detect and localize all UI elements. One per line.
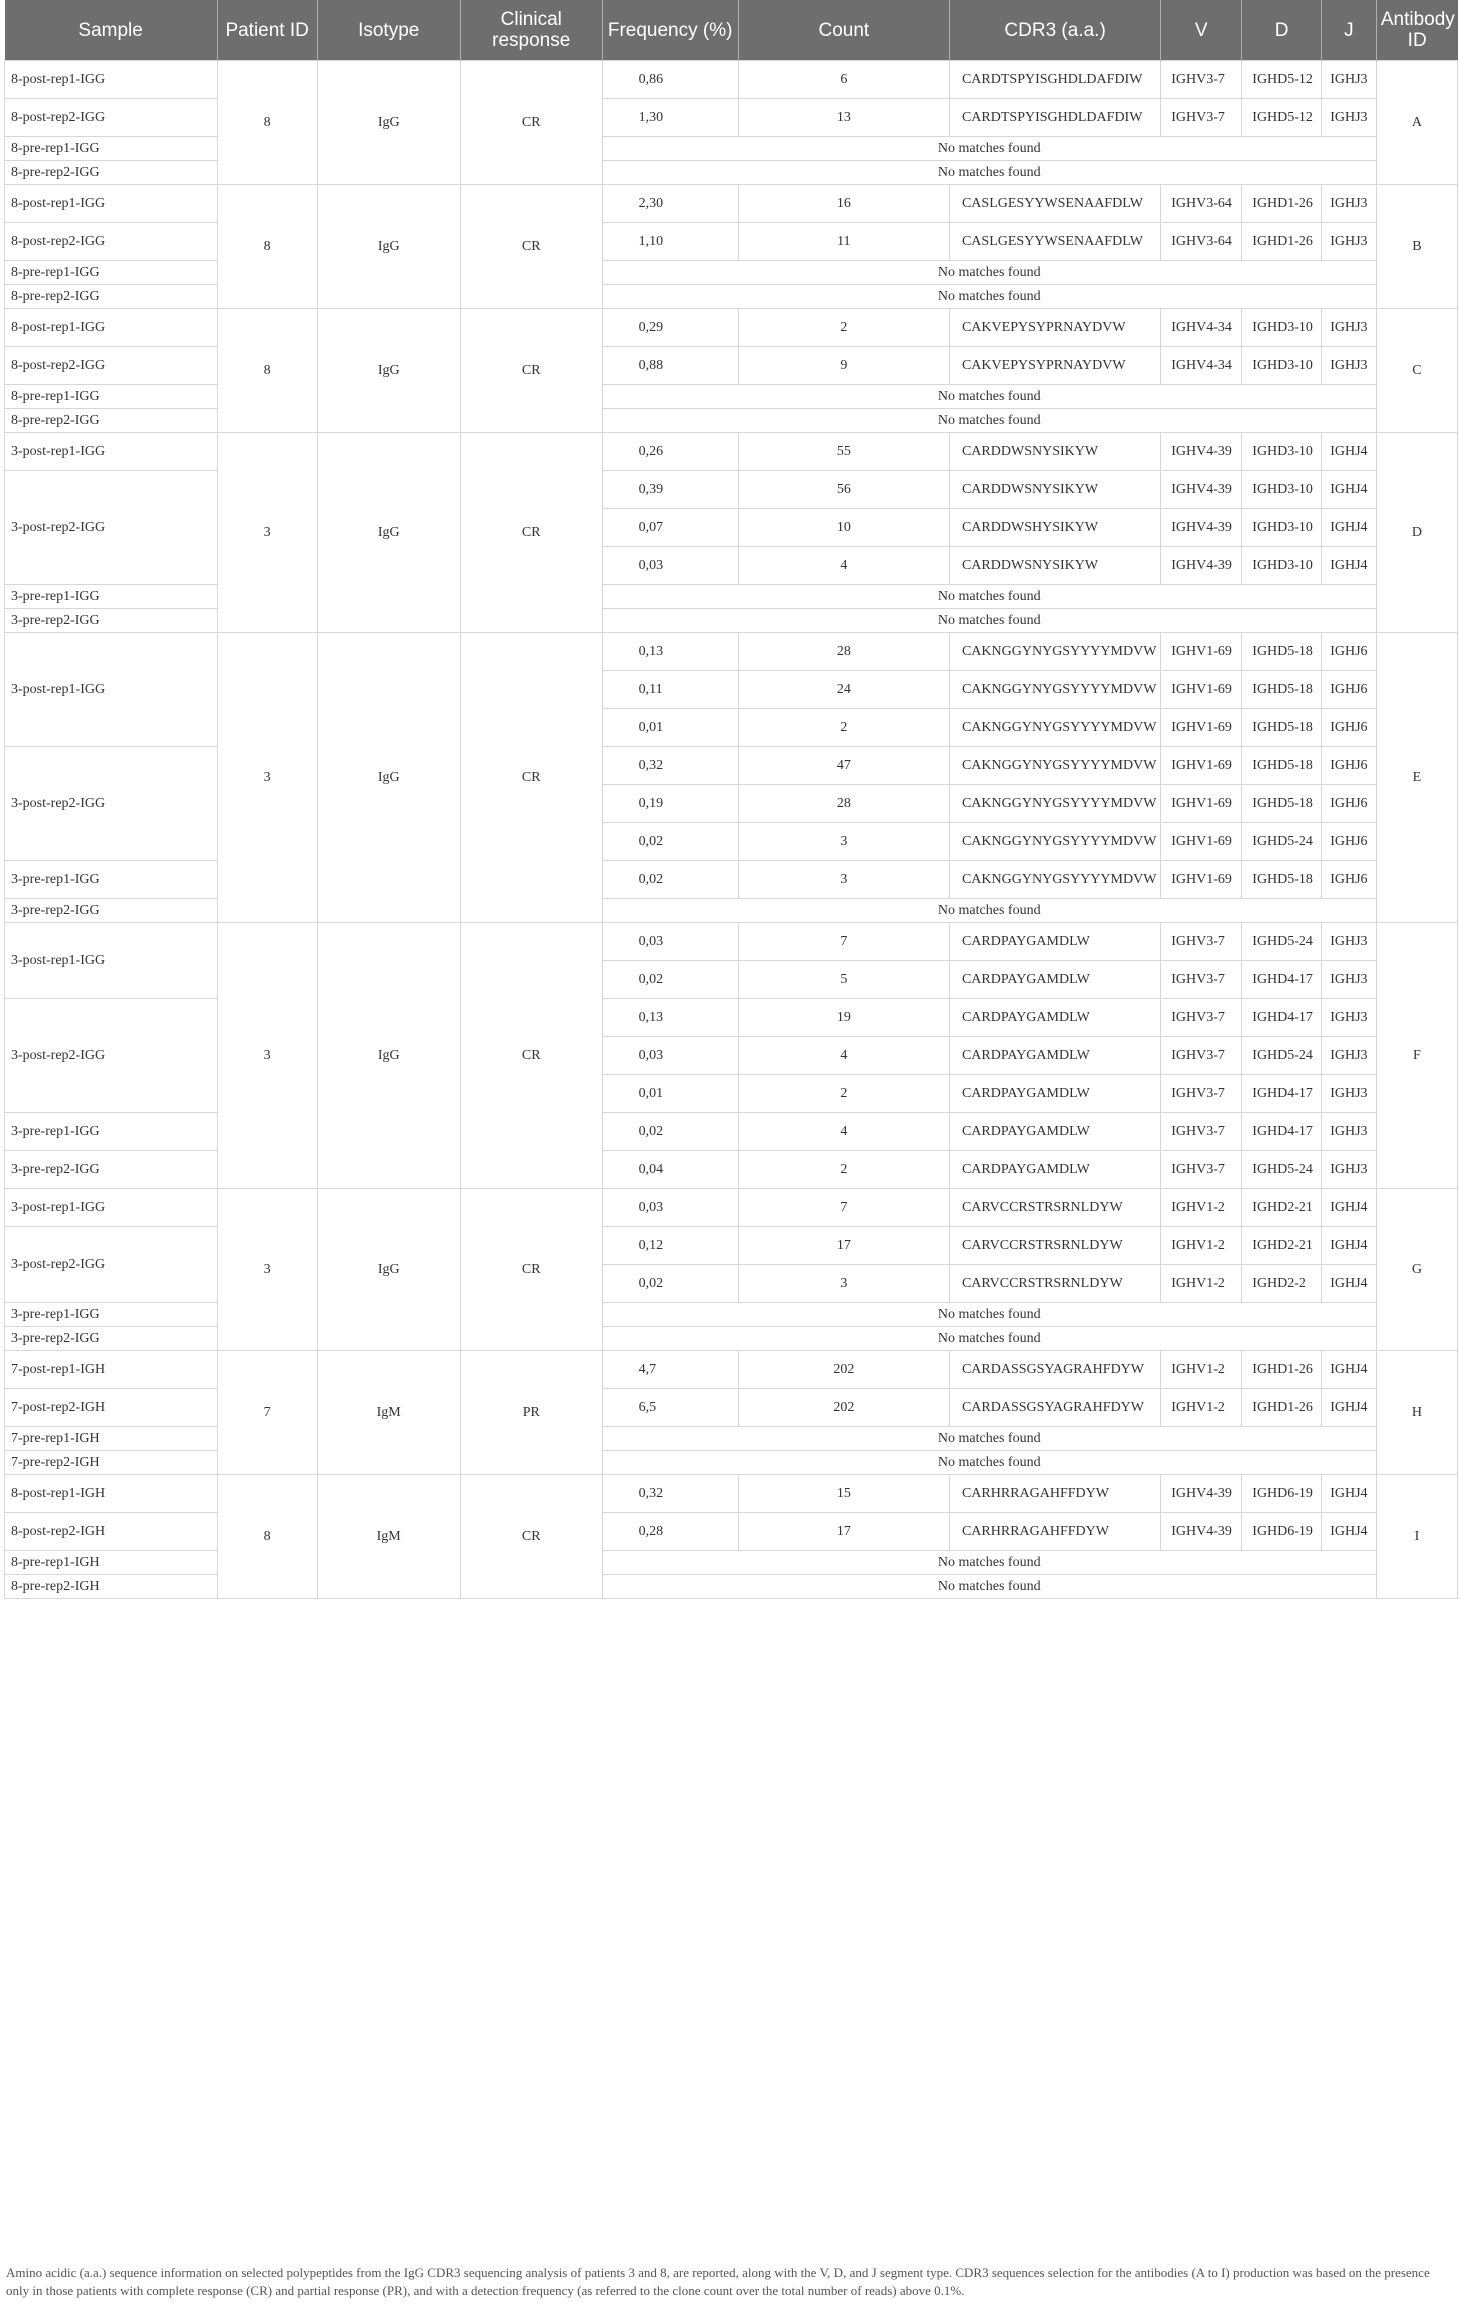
sample-cell: 7-post-rep1-IGH — [5, 1351, 218, 1389]
frequency-cell: 0,29 — [602, 309, 738, 347]
header-d: D — [1242, 0, 1322, 61]
isotype-cell: IgG — [317, 61, 460, 185]
sample-cell: 3-pre-rep1-IGG — [5, 1303, 218, 1327]
v-segment-cell: IGHV3-7 — [1161, 99, 1242, 137]
count-cell: 6 — [738, 61, 949, 99]
count-cell: 2 — [738, 1151, 949, 1189]
v-segment-cell: IGHV3-64 — [1161, 185, 1242, 223]
no-matches-cell: No matches found — [602, 285, 1376, 309]
v-segment-cell: IGHV1-2 — [1161, 1351, 1242, 1389]
d-segment-cell: IGHD1-26 — [1242, 1389, 1322, 1427]
count-cell: 4 — [738, 547, 949, 585]
clinical-response-cell: CR — [460, 1189, 602, 1351]
clinical-response-cell: CR — [460, 1475, 602, 1599]
count-cell: 15 — [738, 1475, 949, 1513]
antibody-id-cell: A — [1376, 61, 1457, 185]
cdr3-cell: CARHRRAGAHFFDYW — [949, 1475, 1160, 1513]
frequency-cell: 0,02 — [602, 1265, 738, 1303]
patient-id-cell: 8 — [217, 61, 317, 185]
j-segment-cell: IGHJ3 — [1321, 99, 1376, 137]
sample-cell: 8-pre-rep2-IGG — [5, 409, 218, 433]
d-segment-cell: IGHD6-19 — [1242, 1475, 1322, 1513]
v-segment-cell: IGHV1-69 — [1161, 861, 1242, 899]
table-row — [5, 1475, 1458, 1513]
d-segment-cell: IGHD5-24 — [1242, 823, 1322, 861]
v-segment-cell: IGHV1-69 — [1161, 747, 1242, 785]
table-row — [5, 1351, 1458, 1389]
frequency-cell: 0,03 — [602, 1037, 738, 1075]
d-segment-cell: IGHD2-21 — [1242, 1189, 1322, 1227]
sample-cell: 8-post-rep1-IGG — [5, 185, 218, 223]
d-segment-cell: IGHD5-18 — [1242, 633, 1322, 671]
v-segment-cell: IGHV1-2 — [1161, 1189, 1242, 1227]
count-cell: 3 — [738, 861, 949, 899]
header-patient-id: Patient ID — [217, 0, 317, 61]
table-row — [5, 433, 1458, 471]
j-segment-cell: IGHJ4 — [1321, 1475, 1376, 1513]
d-segment-cell: IGHD3-10 — [1242, 347, 1322, 385]
antibody-id-cell: H — [1376, 1351, 1457, 1475]
j-segment-cell: IGHJ4 — [1321, 1189, 1376, 1227]
patient-id-cell: 7 — [217, 1351, 317, 1475]
clinical-response-cell: CR — [460, 309, 602, 433]
count-cell: 17 — [738, 1513, 949, 1551]
v-segment-cell: IGHV4-34 — [1161, 347, 1242, 385]
frequency-cell: 0,03 — [602, 1189, 738, 1227]
cdr3-cell: CARDASSGSYAGRAHFDYW — [949, 1351, 1160, 1389]
no-matches-cell: No matches found — [602, 585, 1376, 609]
patient-id-cell: 8 — [217, 1475, 317, 1599]
sample-cell: 8-post-rep2-IGG — [5, 99, 218, 137]
no-matches-cell: No matches found — [602, 385, 1376, 409]
antibody-id-cell: D — [1376, 433, 1457, 633]
cdr3-cell: CASLGESYYWSENAAFDLW — [949, 223, 1160, 261]
v-segment-cell: IGHV1-69 — [1161, 671, 1242, 709]
table-row — [5, 923, 1458, 961]
header-antibody-id: Antibody ID — [1376, 0, 1457, 61]
isotype-cell: IgG — [317, 185, 460, 309]
v-segment-cell: IGHV3-7 — [1161, 1151, 1242, 1189]
v-segment-cell: IGHV4-39 — [1161, 1475, 1242, 1513]
frequency-cell: 1,10 — [602, 223, 738, 261]
sample-cell: 8-pre-rep1-IGH — [5, 1551, 218, 1575]
j-segment-cell: IGHJ4 — [1321, 1389, 1376, 1427]
table-row — [5, 185, 1458, 223]
count-cell: 19 — [738, 999, 949, 1037]
no-matches-cell: No matches found — [602, 899, 1376, 923]
v-segment-cell: IGHV1-69 — [1161, 633, 1242, 671]
cdr3-cell: CAKNGGYNYGSYYYYMDVW — [949, 709, 1160, 747]
frequency-cell: 0,32 — [602, 747, 738, 785]
frequency-cell: 0,32 — [602, 1475, 738, 1513]
count-cell: 4 — [738, 1037, 949, 1075]
cdr3-cell: CARDPAYGAMDLW — [949, 999, 1160, 1037]
d-segment-cell: IGHD5-18 — [1242, 709, 1322, 747]
no-matches-cell: No matches found — [602, 1303, 1376, 1327]
frequency-cell: 0,13 — [602, 999, 738, 1037]
j-segment-cell: IGHJ3 — [1321, 223, 1376, 261]
j-segment-cell: IGHJ3 — [1321, 347, 1376, 385]
cdr3-cell: CARHRRAGAHFFDYW — [949, 1513, 1160, 1551]
j-segment-cell: IGHJ4 — [1321, 509, 1376, 547]
frequency-cell: 0,88 — [602, 347, 738, 385]
d-segment-cell: IGHD5-18 — [1242, 671, 1322, 709]
table-row — [5, 633, 1458, 671]
sample-cell: 7-pre-rep2-IGH — [5, 1451, 218, 1475]
cdr3-cell: CARVCCRSTRSRNLDYW — [949, 1265, 1160, 1303]
v-segment-cell: IGHV3-7 — [1161, 923, 1242, 961]
no-matches-cell: No matches found — [602, 1575, 1376, 1599]
frequency-cell: 0,02 — [602, 1113, 738, 1151]
j-segment-cell: IGHJ6 — [1321, 633, 1376, 671]
patient-id-cell: 8 — [217, 185, 317, 309]
j-segment-cell: IGHJ6 — [1321, 709, 1376, 747]
count-cell: 2 — [738, 309, 949, 347]
j-segment-cell: IGHJ6 — [1321, 747, 1376, 785]
cdr3-cell: CAKVEPYSYPRNAYDVW — [949, 347, 1160, 385]
clinical-response-cell: CR — [460, 923, 602, 1189]
d-segment-cell: IGHD3-10 — [1242, 547, 1322, 585]
antibody-id-cell: F — [1376, 923, 1457, 1189]
count-cell: 7 — [738, 1189, 949, 1227]
count-cell: 7 — [738, 923, 949, 961]
isotype-cell: IgG — [317, 1189, 460, 1351]
v-segment-cell: IGHV4-39 — [1161, 1513, 1242, 1551]
frequency-cell: 0,12 — [602, 1227, 738, 1265]
j-segment-cell: IGHJ4 — [1321, 1351, 1376, 1389]
frequency-cell: 2,30 — [602, 185, 738, 223]
frequency-cell: 0,19 — [602, 785, 738, 823]
count-cell: 202 — [738, 1351, 949, 1389]
v-segment-cell: IGHV4-34 — [1161, 309, 1242, 347]
sample-cell: 3-pre-rep1-IGG — [5, 861, 218, 899]
patient-id-cell: 8 — [217, 309, 317, 433]
cdr3-cell: CARVCCRSTRSRNLDYW — [949, 1189, 1160, 1227]
j-segment-cell: IGHJ3 — [1321, 1075, 1376, 1113]
count-cell: 3 — [738, 823, 949, 861]
cdr3-cell: CASLGESYYWSENAAFDLW — [949, 185, 1160, 223]
count-cell: 2 — [738, 1075, 949, 1113]
clinical-response-cell: CR — [460, 633, 602, 923]
v-segment-cell: IGHV4-39 — [1161, 433, 1242, 471]
sample-cell: 3-pre-rep2-IGG — [5, 899, 218, 923]
cdr3-cell: CAKNGGYNYGSYYYYMDVW — [949, 785, 1160, 823]
count-cell: 28 — [738, 785, 949, 823]
sample-cell: 8-post-rep1-IGH — [5, 1475, 218, 1513]
cdr3-cell: CAKNGGYNYGSYYYYMDVW — [949, 633, 1160, 671]
v-segment-cell: IGHV1-2 — [1161, 1227, 1242, 1265]
table-body — [5, 61, 1458, 1599]
frequency-cell: 0,11 — [602, 671, 738, 709]
header-clinical-response: Clinical response — [460, 0, 602, 61]
v-segment-cell: IGHV1-2 — [1161, 1265, 1242, 1303]
header-sample: Sample — [5, 0, 218, 61]
sample-cell: 3-pre-rep1-IGG — [5, 1113, 218, 1151]
sample-cell: 8-pre-rep1-IGG — [5, 137, 218, 161]
count-cell: 3 — [738, 1265, 949, 1303]
no-matches-cell: No matches found — [602, 1551, 1376, 1575]
v-segment-cell: IGHV1-69 — [1161, 709, 1242, 747]
count-cell: 55 — [738, 433, 949, 471]
frequency-cell: 0,03 — [602, 547, 738, 585]
no-matches-cell: No matches found — [602, 261, 1376, 285]
frequency-cell: 0,02 — [602, 823, 738, 861]
frequency-cell: 0,01 — [602, 1075, 738, 1113]
cdr3-cell: CARDDWSHYSIKYW — [949, 509, 1160, 547]
j-segment-cell: IGHJ3 — [1321, 1113, 1376, 1151]
sample-cell: 3-post-rep2-IGG — [5, 471, 218, 585]
j-segment-cell: IGHJ3 — [1321, 961, 1376, 999]
d-segment-cell: IGHD5-18 — [1242, 785, 1322, 823]
d-segment-cell: IGHD4-17 — [1242, 961, 1322, 999]
j-segment-cell: IGHJ4 — [1321, 1513, 1376, 1551]
d-segment-cell: IGHD2-21 — [1242, 1227, 1322, 1265]
frequency-cell: 4,7 — [602, 1351, 738, 1389]
d-segment-cell: IGHD5-18 — [1242, 747, 1322, 785]
v-segment-cell: IGHV3-7 — [1161, 1075, 1242, 1113]
frequency-cell: 1,30 — [602, 99, 738, 137]
cdr3-cell: CARDPAYGAMDLW — [949, 923, 1160, 961]
sample-cell: 8-post-rep2-IGG — [5, 347, 218, 385]
cdr3-cell: CAKNGGYNYGSYYYYMDVW — [949, 823, 1160, 861]
frequency-cell: 0,28 — [602, 1513, 738, 1551]
table-caption: Amino acidic (a.a.) sequence information on selected polypeptides from the IgG CDR3 sequencing analysis of patients 3 and 8, are reported, along with the V, D, and J segment type. CDR3 sequences selection for the antibodies (A to I) production was based on the presence only in those patients with complete response (CR) and partial response (PR), and with a detection frequency (as referred to the clone count over the total number of reads) above 0.1%. — [6, 2265, 1430, 2298]
header-cdr3: CDR3 (a.a.) — [949, 0, 1160, 61]
sample-cell: 3-pre-rep2-IGG — [5, 1151, 218, 1189]
cdr3-cell: CARDPAYGAMDLW — [949, 961, 1160, 999]
table-row — [5, 1189, 1458, 1227]
antibody-id-cell: C — [1376, 309, 1457, 433]
cdr3-cell: CARDDWSNYSIKYW — [949, 433, 1160, 471]
v-segment-cell: IGHV1-2 — [1161, 1389, 1242, 1427]
j-segment-cell: IGHJ4 — [1321, 1227, 1376, 1265]
header-v: V — [1161, 0, 1242, 61]
j-segment-cell: IGHJ4 — [1321, 547, 1376, 585]
count-cell: 4 — [738, 1113, 949, 1151]
header-count: Count — [738, 0, 949, 61]
cdr3-cell: CARDDWSNYSIKYW — [949, 471, 1160, 509]
cdr3-cell: CAKNGGYNYGSYYYYMDVW — [949, 747, 1160, 785]
v-segment-cell: IGHV3-7 — [1161, 1037, 1242, 1075]
clinical-response-cell: PR — [460, 1351, 602, 1475]
sample-cell: 7-pre-rep1-IGH — [5, 1427, 218, 1451]
table-row — [5, 61, 1458, 99]
cdr3-cell: CARDDWSNYSIKYW — [949, 547, 1160, 585]
j-segment-cell: IGHJ3 — [1321, 309, 1376, 347]
count-cell: 56 — [738, 471, 949, 509]
d-segment-cell: IGHD6-19 — [1242, 1513, 1322, 1551]
isotype-cell: IgG — [317, 433, 460, 633]
j-segment-cell: IGHJ6 — [1321, 861, 1376, 899]
sample-cell: 8-post-rep1-IGG — [5, 309, 218, 347]
v-segment-cell: IGHV4-39 — [1161, 509, 1242, 547]
sample-cell: 3-post-rep2-IGG — [5, 747, 218, 861]
frequency-cell: 0,01 — [602, 709, 738, 747]
clinical-response-cell: CR — [460, 433, 602, 633]
count-cell: 17 — [738, 1227, 949, 1265]
j-segment-cell: IGHJ3 — [1321, 999, 1376, 1037]
v-segment-cell: IGHV3-7 — [1161, 961, 1242, 999]
v-segment-cell: IGHV4-39 — [1161, 471, 1242, 509]
d-segment-cell: IGHD1-26 — [1242, 1351, 1322, 1389]
d-segment-cell: IGHD4-17 — [1242, 1075, 1322, 1113]
d-segment-cell: IGHD3-10 — [1242, 509, 1322, 547]
cdr3-cell: CARVCCRSTRSRNLDYW — [949, 1227, 1160, 1265]
patient-id-cell: 3 — [217, 1189, 317, 1351]
sample-cell: 8-post-rep1-IGG — [5, 61, 218, 99]
sample-cell: 8-pre-rep1-IGG — [5, 261, 218, 285]
j-segment-cell: IGHJ6 — [1321, 785, 1376, 823]
d-segment-cell: IGHD1-26 — [1242, 223, 1322, 261]
no-matches-cell: No matches found — [602, 1327, 1376, 1351]
patient-id-cell: 3 — [217, 433, 317, 633]
count-cell: 9 — [738, 347, 949, 385]
no-matches-cell: No matches found — [602, 609, 1376, 633]
cdr3-table — [4, 0, 1458, 1599]
d-segment-cell: IGHD5-24 — [1242, 1037, 1322, 1075]
cdr3-cell: CARDPAYGAMDLW — [949, 1075, 1160, 1113]
count-cell: 5 — [738, 961, 949, 999]
d-segment-cell: IGHD3-10 — [1242, 309, 1322, 347]
j-segment-cell: IGHJ3 — [1321, 1151, 1376, 1189]
sample-cell: 8-pre-rep2-IGG — [5, 285, 218, 309]
count-cell: 202 — [738, 1389, 949, 1427]
antibody-id-cell: I — [1376, 1475, 1457, 1599]
d-segment-cell: IGHD5-12 — [1242, 99, 1322, 137]
isotype-cell: IgG — [317, 923, 460, 1189]
d-segment-cell: IGHD5-24 — [1242, 1151, 1322, 1189]
antibody-id-cell: G — [1376, 1189, 1457, 1351]
no-matches-cell: No matches found — [602, 161, 1376, 185]
v-segment-cell: IGHV3-7 — [1161, 61, 1242, 99]
sample-cell: 8-pre-rep2-IGH — [5, 1575, 218, 1599]
d-segment-cell: IGHD5-12 — [1242, 61, 1322, 99]
cdr3-cell: CAKNGGYNYGSYYYYMDVW — [949, 861, 1160, 899]
header-frequency: Frequency (%) — [602, 0, 738, 61]
no-matches-cell: No matches found — [602, 1451, 1376, 1475]
clinical-response-cell: CR — [460, 61, 602, 185]
v-segment-cell: IGHV1-69 — [1161, 785, 1242, 823]
sample-cell: 3-post-rep1-IGG — [5, 633, 218, 747]
count-cell: 10 — [738, 509, 949, 547]
antibody-id-cell: B — [1376, 185, 1457, 309]
j-segment-cell: IGHJ6 — [1321, 671, 1376, 709]
no-matches-cell: No matches found — [602, 137, 1376, 161]
frequency-cell: 0,02 — [602, 861, 738, 899]
cdr3-cell: CAKNGGYNYGSYYYYMDVW — [949, 671, 1160, 709]
count-cell: 11 — [738, 223, 949, 261]
d-segment-cell: IGHD4-17 — [1242, 1113, 1322, 1151]
j-segment-cell: IGHJ3 — [1321, 61, 1376, 99]
d-segment-cell: IGHD5-24 — [1242, 923, 1322, 961]
v-segment-cell: IGHV3-7 — [1161, 999, 1242, 1037]
count-cell: 13 — [738, 99, 949, 137]
header-row — [5, 0, 1458, 61]
d-segment-cell: IGHD4-17 — [1242, 999, 1322, 1037]
sample-cell: 3-pre-rep2-IGG — [5, 1327, 218, 1351]
header-isotype: Isotype — [317, 0, 460, 61]
d-segment-cell: IGHD1-26 — [1242, 185, 1322, 223]
table-row — [5, 309, 1458, 347]
sample-cell: 3-post-rep1-IGG — [5, 1189, 218, 1227]
table-container — [4, 0, 1458, 1599]
patient-id-cell: 3 — [217, 633, 317, 923]
j-segment-cell: IGHJ3 — [1321, 1037, 1376, 1075]
sample-cell: 8-post-rep2-IGG — [5, 223, 218, 261]
cdr3-cell: CAKVEPYSYPRNAYDVW — [949, 309, 1160, 347]
frequency-cell: 6,5 — [602, 1389, 738, 1427]
count-cell: 16 — [738, 185, 949, 223]
sample-cell: 3-post-rep2-IGG — [5, 999, 218, 1113]
sample-cell: 3-pre-rep1-IGG — [5, 585, 218, 609]
v-segment-cell: IGHV3-7 — [1161, 1113, 1242, 1151]
j-segment-cell: IGHJ4 — [1321, 433, 1376, 471]
cdr3-cell: CARDPAYGAMDLW — [949, 1113, 1160, 1151]
count-cell: 24 — [738, 671, 949, 709]
cdr3-cell: CARDASSGSYAGRAHFDYW — [949, 1389, 1160, 1427]
isotype-cell: IgG — [317, 633, 460, 923]
d-segment-cell: IGHD3-10 — [1242, 471, 1322, 509]
frequency-cell: 0,13 — [602, 633, 738, 671]
frequency-cell: 0,07 — [602, 509, 738, 547]
frequency-cell: 0,39 — [602, 471, 738, 509]
frequency-cell: 0,03 — [602, 923, 738, 961]
sample-cell: 8-post-rep2-IGH — [5, 1513, 218, 1551]
cdr3-cell: CARDPAYGAMDLW — [949, 1151, 1160, 1189]
sample-cell: 7-post-rep2-IGH — [5, 1389, 218, 1427]
sample-cell: 8-pre-rep2-IGG — [5, 161, 218, 185]
sample-cell: 3-post-rep1-IGG — [5, 433, 218, 471]
sample-cell: 3-post-rep2-IGG — [5, 1227, 218, 1303]
j-segment-cell: IGHJ6 — [1321, 823, 1376, 861]
antibody-id-cell: E — [1376, 633, 1457, 923]
sample-cell: 8-pre-rep1-IGG — [5, 385, 218, 409]
frequency-cell: 0,86 — [602, 61, 738, 99]
clinical-response-cell: CR — [460, 185, 602, 309]
j-segment-cell: IGHJ3 — [1321, 185, 1376, 223]
j-segment-cell: IGHJ3 — [1321, 923, 1376, 961]
isotype-cell: IgM — [317, 1475, 460, 1599]
cdr3-cell: CARDTSPYISGHDLDAFDIW — [949, 61, 1160, 99]
j-segment-cell: IGHJ4 — [1321, 471, 1376, 509]
count-cell: 28 — [738, 633, 949, 671]
v-segment-cell: IGHV3-64 — [1161, 223, 1242, 261]
patient-id-cell: 3 — [217, 923, 317, 1189]
no-matches-cell: No matches found — [602, 409, 1376, 433]
d-segment-cell: IGHD2-2 — [1242, 1265, 1322, 1303]
v-segment-cell: IGHV1-69 — [1161, 823, 1242, 861]
d-segment-cell: IGHD5-18 — [1242, 861, 1322, 899]
sample-cell: 3-post-rep1-IGG — [5, 923, 218, 999]
count-cell: 2 — [738, 709, 949, 747]
d-segment-cell: IGHD3-10 — [1242, 433, 1322, 471]
frequency-cell: 0,02 — [602, 961, 738, 999]
sample-cell: 3-pre-rep2-IGG — [5, 609, 218, 633]
cdr3-cell: CARDTSPYISGHDLDAFDIW — [949, 99, 1160, 137]
v-segment-cell: IGHV4-39 — [1161, 547, 1242, 585]
isotype-cell: IgG — [317, 309, 460, 433]
cdr3-cell: CARDPAYGAMDLW — [949, 1037, 1160, 1075]
frequency-cell: 0,04 — [602, 1151, 738, 1189]
j-segment-cell: IGHJ4 — [1321, 1265, 1376, 1303]
header-j: J — [1321, 0, 1376, 61]
isotype-cell: IgM — [317, 1351, 460, 1475]
count-cell: 47 — [738, 747, 949, 785]
no-matches-cell: No matches found — [602, 1427, 1376, 1451]
frequency-cell: 0,26 — [602, 433, 738, 471]
